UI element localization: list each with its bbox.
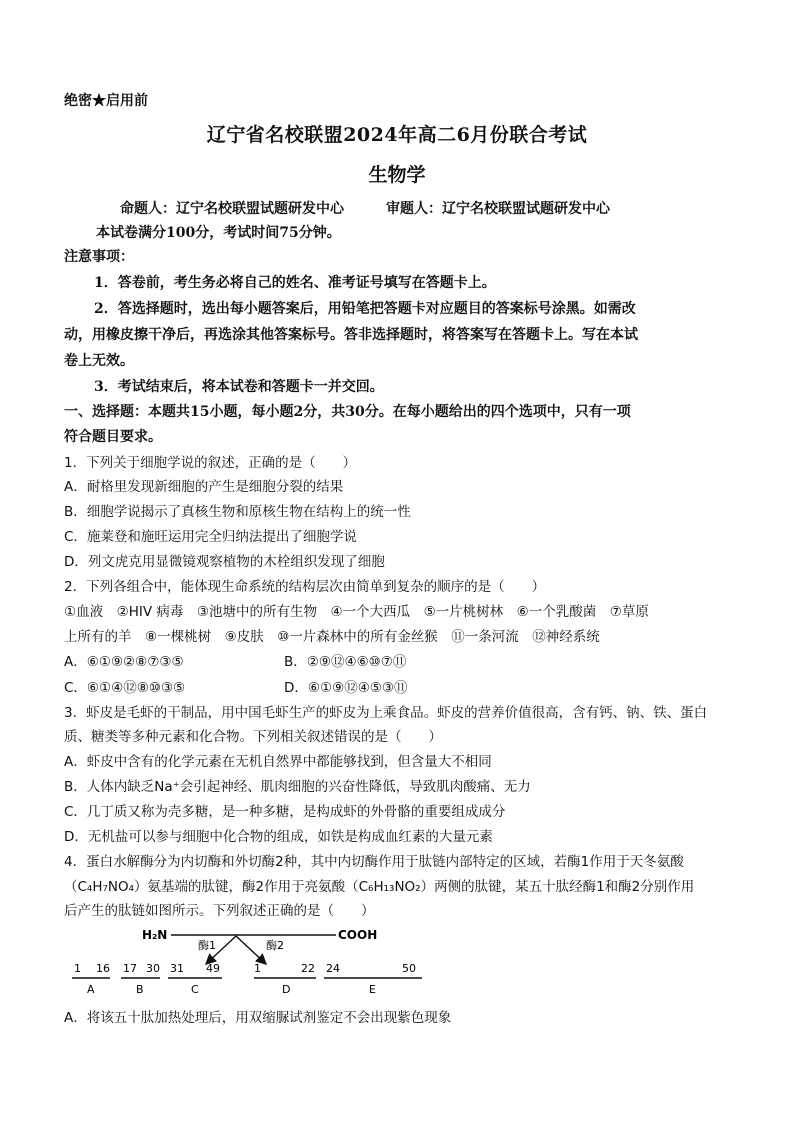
q2-items-line-2: 上所有的羊 ⑧一棵桃树 ⑨皮肤 ⑩一片森林中的所有金丝猴 ⑪一条河流 ⑫神经系统	[64, 629, 600, 645]
q2-option-d: D．⑥①⑨⑫④⑤③⑪	[284, 680, 408, 696]
segment-c-start: 31	[170, 962, 184, 975]
q1-option-b: B．细胞学说揭示了真核生物和原核生物在结构上的统一性	[64, 504, 411, 520]
enzyme-2-arrow	[236, 936, 266, 964]
q1-stem: 1．下列关于细胞学说的叙述，正确的是（ ）	[64, 455, 357, 471]
note-2-line-3: 卷上无效。	[64, 353, 134, 369]
segment-b	[121, 962, 160, 996]
segment-e-label: E	[369, 983, 376, 996]
q3-option-a: A．虾皮中含有的化学元素在无机自然界中都能够找到，但含量大不相同	[64, 754, 492, 770]
segment-a-label: A	[87, 983, 95, 996]
segment-a	[72, 962, 110, 996]
q3-stem-line-2: 质、糖类等多种元素和化合物。下列相关叙述错误的是（ ）	[64, 729, 442, 745]
segment-d-start: 1	[254, 962, 261, 975]
segment-d-end: 22	[301, 962, 315, 975]
segment-e-end: 50	[402, 962, 416, 975]
secret-mark: 绝密★启用前	[64, 93, 148, 109]
q4-option-a: A．将该五十肽加热处理后，用双缩脲试剂鉴定不会出现紫色现象	[64, 1010, 452, 1026]
exam-subject: 生物学	[368, 164, 426, 186]
section-1-heading-line-1: 一、选择题：本题共15小题，每小题2分，共30分。在每小题给出的四个选项中，只有一项	[64, 404, 631, 420]
note-2-line-1: 2．答选择题时，选出每小题答案后，用铅笔把答题卡对应题目的答案标号涂黑。如需改	[94, 301, 636, 317]
q4-stem-line-1: 4．蛋白水解酶分为内切酶和外切酶2种，其中内切酶作用于肽链内部特定的区域，若酶1作用于天冬氨酸	[64, 854, 684, 870]
segment-a-end: 16	[96, 962, 110, 975]
note-2-line-2: 动，用橡皮擦干净后，再选涂其他答案标号。答非选择题时，将答案写在答题卡上。写在本试	[64, 327, 638, 343]
segment-b-start: 17	[123, 962, 137, 975]
segment-d	[254, 962, 316, 996]
nh2-label: H₂N	[142, 928, 168, 942]
segment-a-start: 1	[74, 962, 81, 975]
enzyme-1-label: 酶1	[198, 939, 216, 952]
q2-option-b: B．②⑨⑫④⑥⑩⑦⑪	[284, 654, 407, 670]
q1-option-d: D．列文虎克用显微镜观察植物的木栓组织发现了细胞	[64, 554, 385, 570]
note-3: 3．考试结束后，将本试卷和答题卡一并交回。	[94, 379, 384, 395]
q1-option-a: A．耐格里发现新细胞的产生是细胞分裂的结果	[64, 479, 344, 495]
segment-c-end: 49	[206, 962, 220, 975]
q3-stem-line-1: 3．虾皮是毛虾的干制品，用中国毛虾生产的虾皮为上乘食品。虾皮的营养价值很高，含有钙、钠、铁、蛋白	[64, 705, 708, 721]
cooh-label: COOH	[338, 928, 378, 942]
q3-option-b: B．人体内缺乏Na⁺会引起神经、肌肉细胞的兴奋性降低，导致肌肉酸痛、无力	[64, 779, 531, 795]
exam-title: 辽宁省名校联盟2024年高二6月份联合考试	[206, 124, 588, 146]
q2-items-line-1: ①血液 ②HIV 病毒 ③池塘中的所有生物 ④一个大西瓜 ⑤一片桃树林 ⑥一个乳酸菌 ⑦草原	[64, 604, 649, 620]
segment-c-label: C	[191, 983, 199, 996]
q2-option-c: C．⑥①④⑫⑧⑩③⑤	[64, 680, 186, 696]
q4-stem-line-3: 后产生的肽链如图所示。下列叙述正确的是（ ）	[64, 903, 375, 919]
note-1: 1．答卷前，考生务必将自己的姓名、准考证号填写在答题卡上。	[94, 275, 496, 291]
q1-option-c: C．施莱登和施旺运用完全归纳法提出了细胞学说	[64, 529, 357, 545]
notes-heading: 注意事项：	[64, 249, 134, 265]
peptide-cleavage-figure	[60, 922, 440, 1002]
q4-stem-line-2: （C₄H₇NO₄）氨基端的肽键，酶2作用于亮氨酸（C₆H₁₃NO₂）两侧的肽键，某五十肽经酶1和酶2分别作用	[64, 879, 695, 895]
segment-e-start: 24	[326, 962, 340, 975]
segment-d-label: D	[282, 983, 291, 996]
segment-c	[168, 962, 222, 996]
exam-info: 本试卷满分100分，考试时间75分钟。	[96, 225, 341, 241]
exam-authors: 命题人：辽宁名校联盟试题研发中心 审题人：辽宁名校联盟试题研发中心	[120, 201, 610, 217]
segment-b-end: 30	[146, 962, 160, 975]
enzyme-2-label: 酶2	[266, 939, 284, 952]
segment-b-label: B	[136, 983, 144, 996]
q2-stem: 2．下列各组合中，能体现生命系统的结构层次由简单到复杂的顺序的是（ ）	[64, 579, 546, 595]
section-1-heading-line-2: 符合题目要求。	[64, 429, 162, 445]
q2-option-a: A．⑥①⑨②⑧⑦③⑤	[64, 654, 184, 670]
segment-e	[324, 962, 422, 996]
q3-option-c: C．几丁质又称为壳多糖，是一种多糖，是构成虾的外骨骼的重要组成成分	[64, 804, 506, 820]
q3-option-d: D．无机盐可以参与细胞中化合物的组成，如铁是构成血红素的大量元素	[64, 829, 493, 845]
